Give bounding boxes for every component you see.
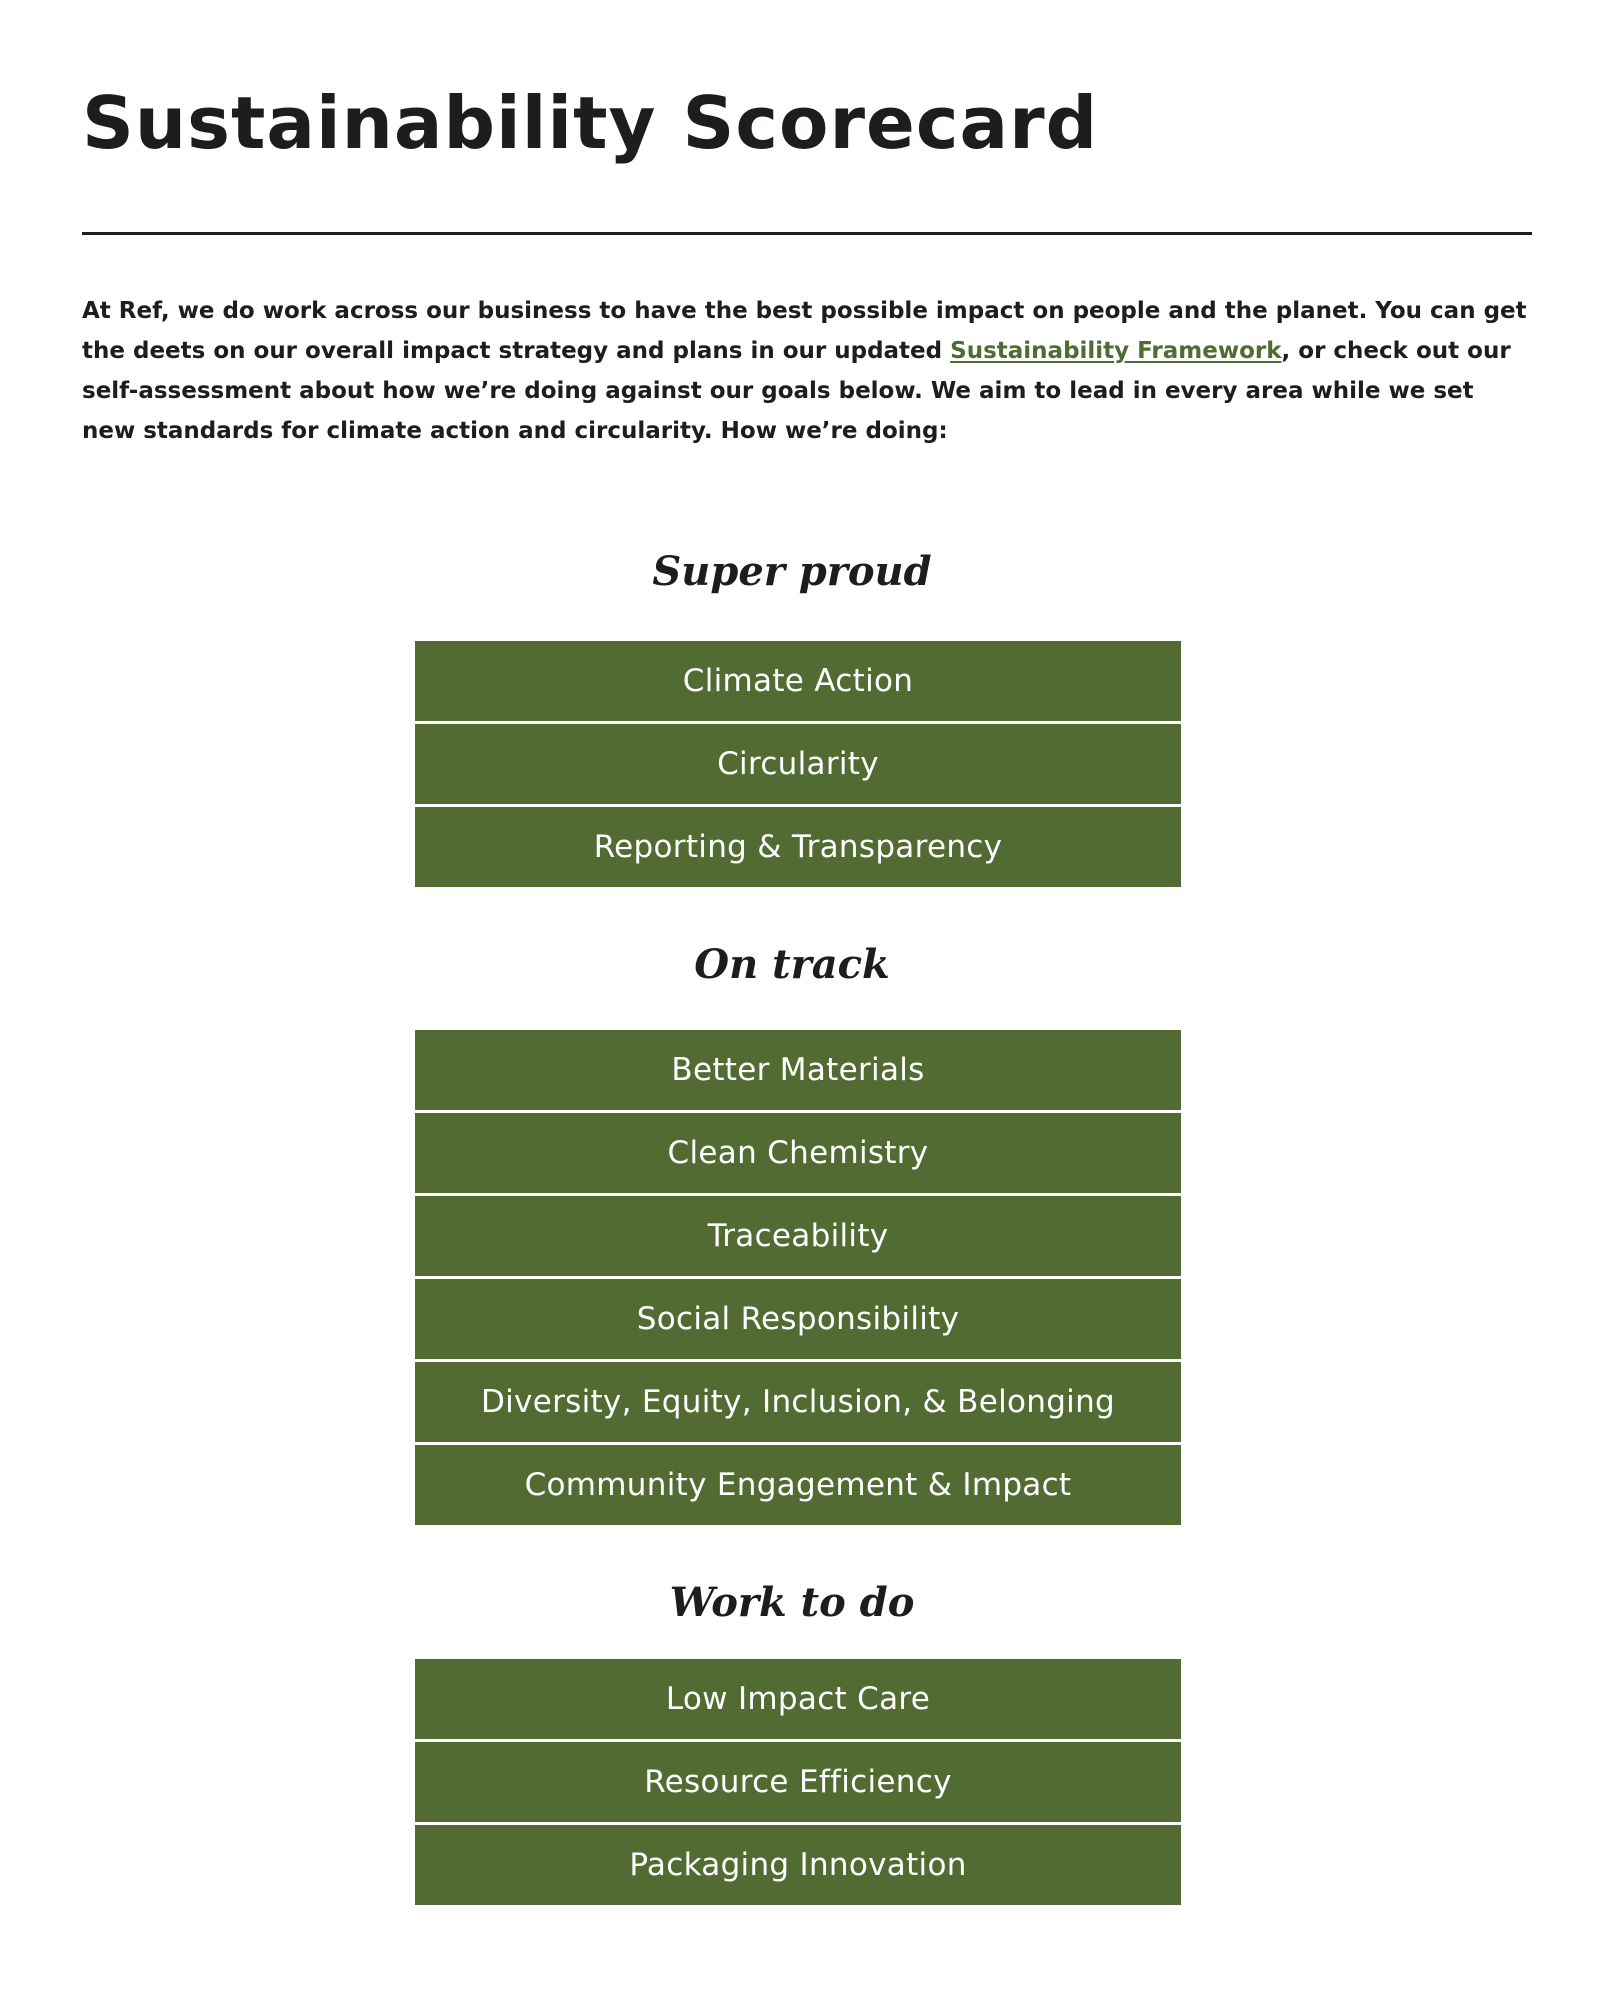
list-item: Reporting & Transparency	[415, 807, 1181, 887]
title-divider	[82, 232, 1532, 235]
section-heading-on-track: On track	[694, 941, 890, 988]
on-track-list	[415, 1030, 1181, 1525]
super-proud-list	[415, 641, 1181, 887]
list-item: Traceability	[415, 1196, 1181, 1276]
list-item: Social Responsibility	[415, 1279, 1181, 1359]
page-title: Sustainability Scorecard	[82, 81, 1099, 165]
sustainability-framework-link[interactable]: Sustainability Framework	[950, 338, 1282, 364]
section-heading-work-to-do: Work to do	[669, 1579, 915, 1626]
list-item: Diversity, Equity, Inclusion, & Belonging	[415, 1362, 1181, 1442]
list-item: Clean Chemistry	[415, 1113, 1181, 1193]
list-item: Better Materials	[415, 1030, 1181, 1110]
intro-paragraph	[82, 291, 1532, 451]
list-item: Circularity	[415, 724, 1181, 804]
intro-text-before-link: At Ref, we do work across our business to have the best possible impact on people and the planet. You can get the deets on our overall impact strategy and plans in our updated	[82, 298, 1527, 364]
work-to-do-list	[415, 1659, 1181, 1905]
list-item: Low Impact Care	[415, 1659, 1181, 1739]
intro-text-after-link: , or check out our self-assessment about how we’re doing against our goals below. We aim to lead in every area while we set new standards for climate action and circularity. How we’re doing:	[82, 338, 1511, 444]
list-item: Climate Action	[415, 641, 1181, 721]
list-item: Packaging Innovation	[415, 1825, 1181, 1905]
list-item: Resource Efficiency	[415, 1742, 1181, 1822]
list-item: Community Engagement & Impact	[415, 1445, 1181, 1525]
section-heading-super-proud: Super proud	[652, 548, 932, 595]
